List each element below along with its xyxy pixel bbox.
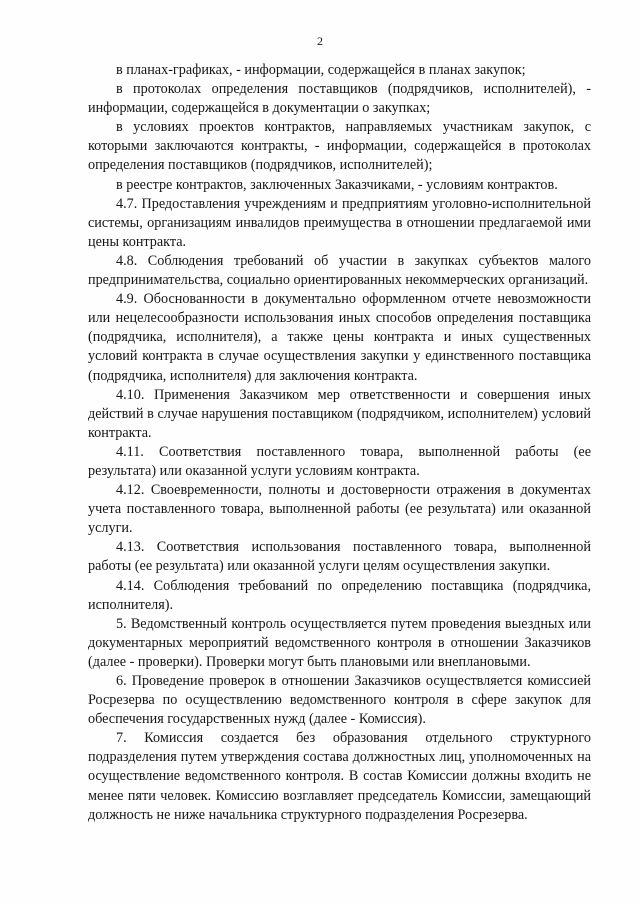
paragraph-5: 5. Ведомственный контроль осуществляется путем проведения выездных или документарных мероприятий ведомственного контроля в отношении Заказчиков (далее - проверки). Проверки могут быть плановыми или внеплановыми.: [88, 615, 591, 670]
paragraph-4-10: 4.10. Применения Заказчиком мер ответственности и совершения иных действий в случае нарушения поставщиком (подрядчиком, исполнителем) условий контракта.: [88, 386, 591, 441]
paragraph-supplier-protocols: в протоколах определения поставщиков (подрядчиков, исполнителей), - информации, содержащейся в документации о закупках;: [88, 81, 591, 117]
paragraph-4-12: 4.12. Своевременности, полноты и достоверности отражения в документах учета поставленного товара, выполненной работы (ее результата) или оказанной услуги.: [88, 482, 591, 537]
paragraph-plans-schedules: в планах-графиках, - информации, содержащейся в планах закупок;: [116, 62, 526, 78]
document-body: [88, 61, 591, 825]
paragraph-4-8: 4.8. Соблюдения требований об участии в закупках субъектов малого предпринимательства, социально ориентированных некоммерческих организаций.: [88, 252, 591, 289]
paragraph-4-14: 4.14. Соблюдения требований по определению поставщика (подрядчика, исполнителя).: [88, 577, 591, 613]
paragraph-contract-drafts: в условиях проектов контрактов, направляемых участникам закупок, с которыми заключаются контракты, - информации, содержащейся в протоколах определения поставщиков (подрядчиков, исполнителей);: [88, 119, 591, 174]
paragraph-4-13: 4.13. Соответствия использования поставленного товара, выполненной работы (ее результата) или оказанной услуги целям осуществления закупки.: [88, 539, 591, 575]
paragraph-4-11: 4.11. Соответствия поставленного товара, выполненной работы (ее результата) или оказанной услуги условиям контракта.: [88, 443, 591, 479]
paragraph-6: 6. Проведение проверок в отношении Заказчиков осуществляется комиссией Росрезерва по осуществлению ведомственного контроля в сфере закупок для обеспечения государственных нужд (далее - Комиссия).: [88, 673, 591, 728]
paragraph-7: 7. Комиссия создается без образования отдельного структурного подразделения путем утверждения состава должностных лиц, уполномоченных на осуществление ведомственного контроля. В состав Комиссии должны входить не менее пяти человек. Комиссию возглавляет председатель Комиссии, замещающий должность не ниже начальника структурного подразделения Росрезерва.: [88, 730, 591, 823]
paragraph-4-7: 4.7. Предоставления учреждениям и предприятиям уголовно-исполнительной системы, организациям инвалидов преимущества в отношении предлагаемой ими цены контракта.: [88, 195, 591, 250]
page-number: 2: [317, 34, 323, 48]
paragraph-contract-registry: в реестре контрактов, заключенных Заказчиками, - условиям контрактов.: [116, 176, 558, 193]
paragraph-4-9: 4.9. Обоснованности в документально оформленном отчете невозможности или нецелесообразности использования иных способов определения поставщика (подрядчика, исполнителя), а также цены контракта и иных существенных условий контракта в случае осуществления закупки у единственного поставщика (подрядчика, исполнителя) для заключения контракта.: [88, 291, 591, 384]
